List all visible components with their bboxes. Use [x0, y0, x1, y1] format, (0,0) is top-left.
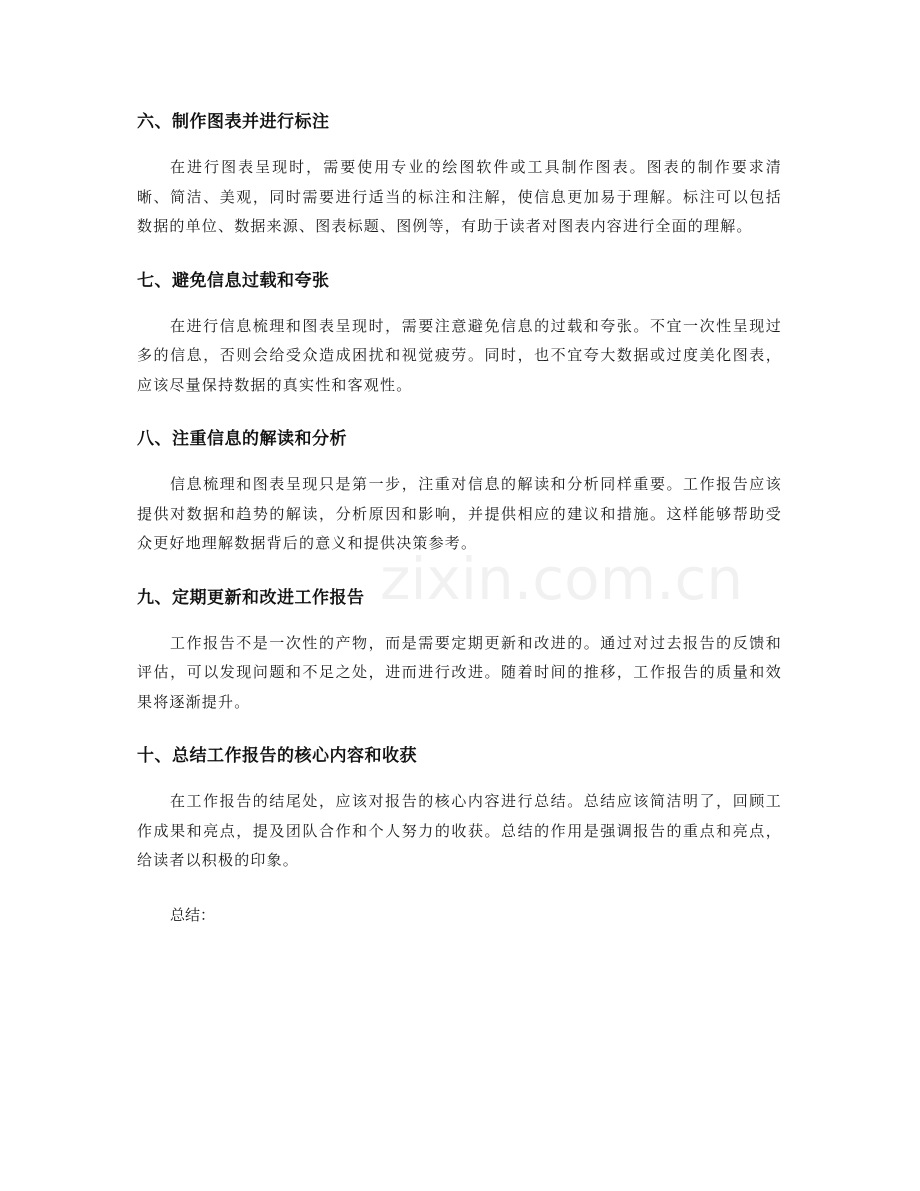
watermark: zixin.com.cn [380, 545, 744, 613]
section-7 [137, 267, 782, 401]
section-paragraph: 在进行图表呈现时，需要使用专业的绘图软件或工具制作图表。图表的制作要求清晰、简洁、美观，同时需要进行适当的标注和注解，使信息更加易于理解。标注可以包括数据的单位、数据来源、图表标题、图例等，有助于读者对图表内容进行全面的理解。 [137, 158, 782, 235]
document-content [137, 108, 782, 930]
summary-label: 总结： [170, 905, 216, 924]
section-paragraph: 在进行信息梳理和图表呈现时，需要注意避免信息的过载和夸张。不宜一次性呈现过多的信息，否则会给受众造成困扰和视觉疲劳。同时，也不宜夸大数据或过度美化图表，应该尽量保持数据的真实性和客观性。 [137, 316, 782, 394]
section-heading: 九、定期更新和改进工作报告 [137, 587, 365, 608]
section-paragraph: 在工作报告的结尾处，应该对报告的核心内容进行总结。总结应该简洁明了，回顾工作成果和亮点，提及团队合作和个人努力的收获。总结的作用是强调报告的重点和亮点，给读者以积极的印象。 [137, 792, 782, 869]
section-heading: 七、避免信息过载和夸张 [137, 270, 330, 291]
section-heading: 十、总结工作报告的核心内容和收获 [137, 746, 417, 766]
section-heading: 八、注重信息的解读和分析 [137, 429, 347, 449]
section-6 [137, 108, 782, 242]
section-heading: 六、制作图表并进行标注 [137, 112, 330, 132]
section-10 [137, 742, 782, 876]
section-paragraph: 工作报告不是一次性的产物，而是需要定期更新和改进的。通过对过去报告的反馈和评估，可以发现问题和不足之处，进而进行改进。随着时间的推移，工作报告的质量和效果将逐渐提升。 [137, 633, 782, 711]
section-8 [137, 425, 782, 559]
section-9 [137, 584, 782, 718]
section-paragraph: 信息梳理和图表呈现只是第一步，注重对信息的解读和分析同样重要。工作报告应该提供对数据和趋势的解读，分析原因和影响，并提供相应的建议和措施。这样能够帮助受众更好地理解数据背后的意义和提供决策参考。 [137, 475, 782, 552]
